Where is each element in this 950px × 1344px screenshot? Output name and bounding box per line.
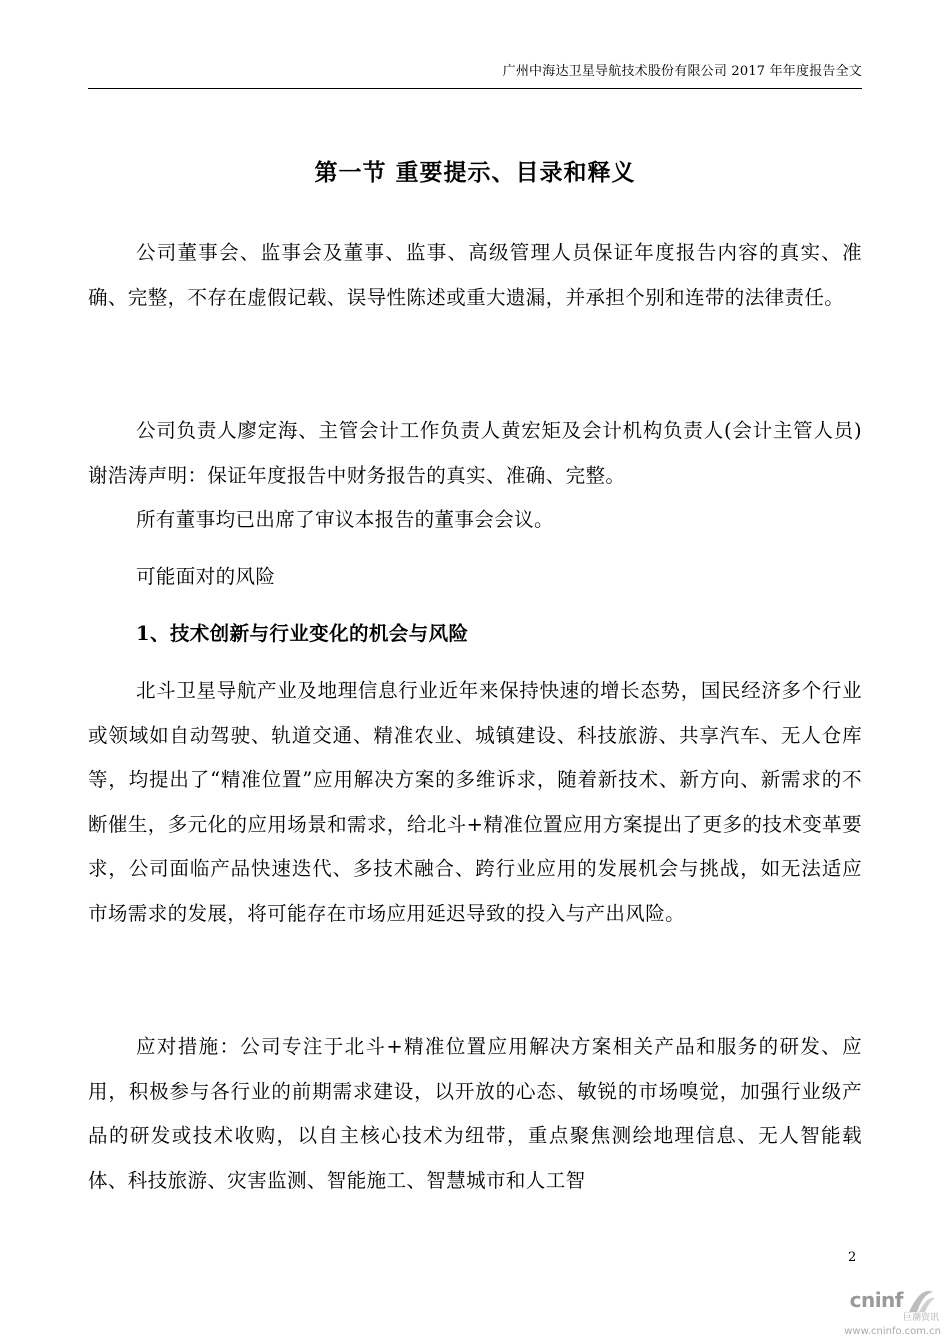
- paragraph-board-statement: 公司董事会、监事会及董事、监事、高级管理人员保证年度报告内容的真实、准确、完整，不存在虚假记载、误导性陈述或重大遗漏，并承担个别和连带的法律责任。: [88, 241, 862, 309]
- paragraph-countermeasures: 应对措施：公司专注于北斗+精准位置应用解决方案相关产品和服务的研发、应用，积极参与各行业的前期需求建设，以开放的心态、敏锐的市场嗅觉，加强行业级产品的研发或技术收购，以自主核心技术为纽带，重点聚焦测绘地理信息、无人智能载体、科技旅游、灾害监测、智能施工、智慧城市和人工智: [88, 1035, 862, 1192]
- watermark-cn: 巨潮资讯: [902, 1313, 939, 1323]
- page-number: 2: [848, 1250, 857, 1265]
- running-header: 广州中海达卫星导航技术股份有限公司 2017 年年度报告全文: [502, 64, 862, 79]
- paragraph-responsible-persons: 公司负责人廖定海、主管会计工作负责人黄宏矩及会计机构负责人(会计主管人员)谢浩涛声明：保证年度报告中财务报告的真实、准确、完整。: [88, 419, 862, 487]
- header-rule: [88, 88, 862, 89]
- section-title: 第一节 重要提示、目录和释义: [314, 159, 636, 186]
- risk-1-heading: 1、技术创新与行业变化的机会与风险: [136, 622, 469, 645]
- watermark-url: www.cninfo.com.cn: [844, 1326, 941, 1337]
- paragraph-risk-1-body: 北斗卫星导航产业及地理信息行业近年来保持快速的增长态势，国民经济多个行业或领域如自动驾驶、轨道交通、精准农业、城镇建设、科技旅游、共享汽车、无人仓库等，均提出了“精准位置”应用解决方案的多维诉求，随着新技术、新方向、新需求的不断催生，多元化的应用场景和需求，给北斗+精准位置应用方案提出了更多的技术变革要求，公司面临产品快速迭代、多技术融合、跨行业应用的发展机会与挑战，如无法适应市场需求的发展，将可能存在市场应用延迟导致的投入与产出风险。: [88, 679, 862, 925]
- cninfo-watermark: [800, 1280, 945, 1340]
- watermark-logo-text: cninf: [849, 1288, 903, 1312]
- paragraph-risks-heading: 可能面对的风险: [136, 565, 276, 588]
- paragraph-directors-attendance: 所有董事均已出席了审议本报告的董事会会议。: [136, 508, 554, 531]
